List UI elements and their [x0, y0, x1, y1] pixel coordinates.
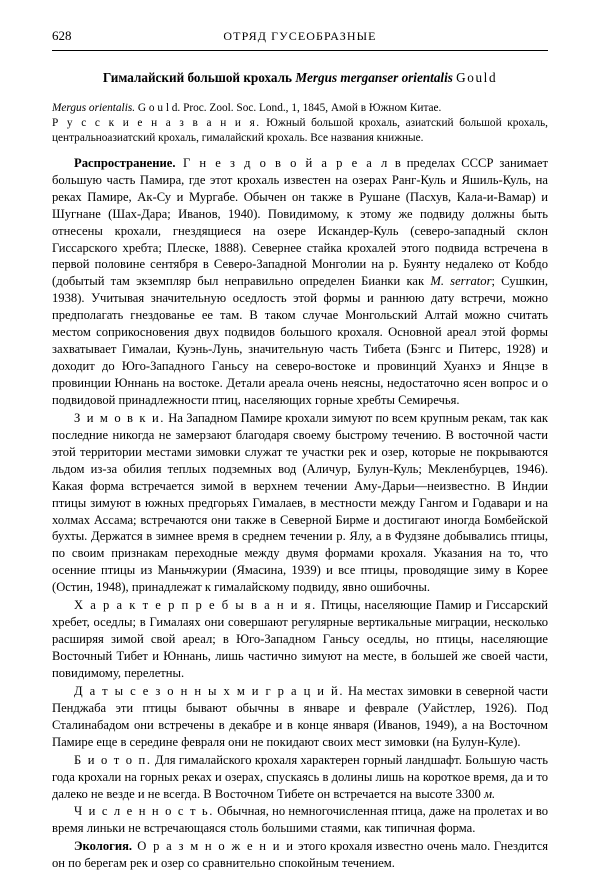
section-distribution: [52, 155, 548, 409]
distribution-subhead: Г н е з д о в о й а р е а л: [175, 155, 389, 170]
citation-block: [52, 101, 548, 146]
character-of-stay-text: Птицы, населяющие Памир и Гиссарский хребет, оседлы; в Гималаях они совершают регулярные вертикальные миграции, несколько расширяя зимой свой ареал; в Юго-Западном Ганьсу оседлы, но птицы, населяющие Восточный Тибет и Юннань, лишь частично зимуют на месте, в большей же своей части, повидимому, перелетны.: [52, 598, 548, 680]
distribution-lead: Распространение.: [74, 155, 176, 170]
russian-names-label: Р у с с к и е н а з в а н и я.: [52, 116, 261, 129]
distribution-text: в пределах СССР занимает большую часть Памира, где этот крохаль известен на озерах Ранг-Куль и Яшиль-Куль, на реках Памире, Ак-Су и Мургабе. Обычен он также в Рушане (Пасхув, Кала-и-Вамар) и Шугнане (Шах-Дара; Иванов, 1940). Повидимому, к этому же подвиду должны быть отнесены крохали, гнездящиеся на озере Искандер-Куль (северо-западный склон Гиссарского хребта; Плеске, 1888). Севернее стайка крохалей этого подвида встречена в первой половине сентября в Северо-Западной Монголии на р. Буянту недалеко от Кобдо (добытый там экземпляр был неправильно определен Бианки как: [52, 155, 548, 289]
seasonal-migration-subhead: Д а т ы с е з о н н ы х м и г р а ц и й.: [74, 683, 345, 698]
section-biotope: [52, 752, 548, 803]
page-number: 628: [52, 28, 72, 43]
ecology-text: этого крохаля известно очень мало. Гнездится он по берегам рек и озер со сравнительно спокойным течением.: [52, 839, 548, 871]
species-latin-name: Mergus merganser orientalis: [295, 70, 453, 85]
wintering-text: На Западном Памире крохали зимуют по всем крупным рекам, так как последние никогда не замерзают благодаря своему быстрому течению. В восточной части этой территории местами зимовки служат те участки рек и озер, которые не покрываются льдом из-за обилия теплых подземных вод (Аличур, Булун-Куль; Мекленбурцев, 1946). Какая форма встречается зимой в верхнем течении Аму-Дарьи—неизвестно. В Индии птицы зимуют в южных предгорьях Гималаев, в местности между Гангом и Годавари и на холмах Ассама; встречаются они также в Северной Бирме и достигают иногда Бомбейской бухты. Держатся в зимнее время в среднем течении р. Ялу, а в Фудзяне добывались птицы, по своим признакам переходные между двумя формами крохаля. Указания на то, что осенние птицы из Маньчжурии (Ямасина, 1939) и все птицы, проводящие зиму в Корее (Остин, 1948), принадлежат к гималайскому подвиду, явно ошибочны.: [52, 410, 548, 595]
distribution-italic-taxon: M. serrator: [430, 274, 492, 289]
section-character-of-stay: [52, 597, 548, 682]
section-seasonal-migration-dates: [52, 683, 548, 751]
header-rule: [52, 50, 548, 51]
biotope-subhead: Б и о т о п.: [74, 752, 152, 767]
page-header: [52, 28, 548, 44]
species-heading: [52, 69, 548, 87]
ecology-subhead: О р а з м н о ж е н и и: [132, 839, 295, 854]
citation-reference: G o u l d. Proc. Zool. Soc. Lond., 1, 1845, Амой в Южном Китае.: [137, 101, 442, 114]
section-ecology: [52, 838, 548, 872]
species-russian-name: Гималайский большой крохаль: [102, 70, 293, 85]
section-abundance: [52, 803, 548, 837]
russian-names-list: Южный большой крохаль, азиатский большой крохаль, центральноазиатский крохаль, гималайский крохаль. Все названия книжные.: [52, 116, 549, 144]
citation-latin: Mergus orientalis.: [52, 101, 136, 114]
biotope-unit: м.: [483, 786, 496, 801]
seasonal-migration-text: На местах зимовки в северной части Пенджаба эти птицы бывают обычны в январе и феврале (Уайстлер, 1926). Под Сталинабадом они встречены в декабре и в конце января (Иванов, 1949), а на Восточном Памире еще в середине февраля они не покидают своих мест зимовки (на Булун-Куле).: [52, 683, 548, 749]
running-title: ОТРЯД ГУСЕОБРАЗНЫЕ: [223, 29, 377, 43]
wintering-subhead: З и м о в к и.: [74, 410, 166, 425]
section-wintering: [52, 410, 548, 596]
abundance-text: Обычная, но немногочисленная птица, даже на пролетах и во время линьки не встречающаяся столь большими стаями, как типичная форма.: [52, 804, 548, 836]
ecology-lead: Экология.: [74, 839, 133, 854]
character-of-stay-subhead: Х а р а к т е р п р е б ы в а н и я.: [74, 598, 317, 613]
species-author: Gould: [456, 70, 498, 85]
distribution-text-cont: ; Сушкин, 1938). Учитывая значительную оседлость этой формы и раннюю дату встречи, можно предполагать гнездованье ее там. В таком случае Монгольский Алтай можно считать местом соприкосновения двух подвидов большого крохаля. Основной ареал этой формы захватывает Гималаи, Куэнь-Лунь, значительную часть Тибета (Бэнгс и Питерс, 1928) и доходит до Юго-Западного Ганьсу на северо-востоке и провинций Хуанхэ и Янцзе в провинции Юннань на востоке. Детали ареала очень неясны, недостаточно ясен вопрос и о подвидовой принадлежности птиц, населяющих горные хребты Семиречья.: [52, 274, 549, 407]
abundance-subhead: Ч и с л е н н о с т ь.: [74, 804, 215, 819]
biotope-text: Для гималайского крохаля характерен горный ландшафт. Большую часть года крохали на горных реках и озерах, спускаясь в долины лишь на короткое время, да и то далеко не везде и не всегда. В Восточном Тибете он встречается на высоте 3300: [52, 752, 548, 801]
